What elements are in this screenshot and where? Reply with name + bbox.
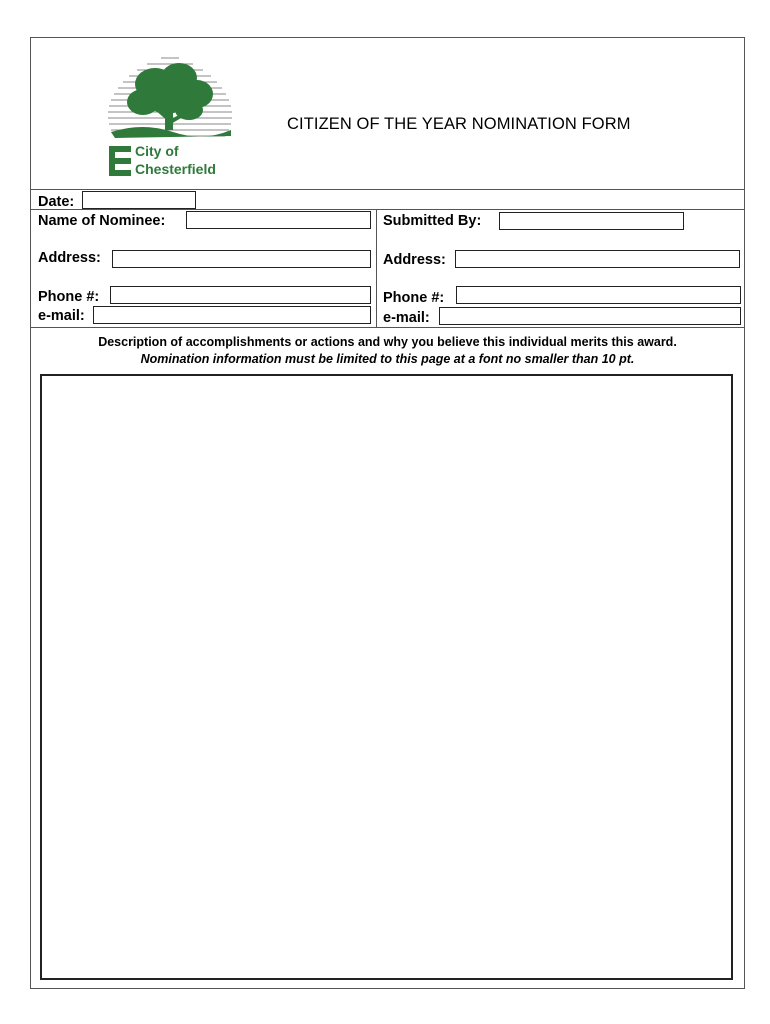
submitter-phone-label: Phone #: — [383, 290, 445, 306]
nominee-address-label: Address: — [38, 250, 101, 266]
column-divider — [376, 209, 377, 327]
nominee-email-field[interactable] — [93, 306, 371, 324]
description-limit-note: Nomination information must be limited to this page at a font no smaller than 10 pt. — [140, 352, 635, 366]
logo-line-2: Chesterfield — [135, 161, 216, 177]
nominee-name-label: Name of Nominee: — [38, 213, 166, 229]
submitter-name-field[interactable] — [499, 212, 684, 230]
nominee-address-field[interactable] — [112, 250, 371, 268]
description-instruction: Description of accomplishments or actions and why you believe this individual merits this award. — [98, 335, 677, 349]
description-textarea[interactable] — [40, 374, 733, 980]
submitter-name-label: Submitted By: — [383, 213, 482, 229]
city-logo — [103, 52, 235, 182]
nominee-phone-field[interactable] — [110, 286, 371, 304]
submitter-address-label: Address: — [383, 252, 446, 268]
submitter-email-label: e-mail: — [383, 310, 430, 326]
nomination-form — [30, 37, 745, 989]
logo-line-1: City of — [135, 143, 179, 159]
date-label: Date: — [38, 194, 75, 210]
date-field[interactable] — [82, 191, 196, 209]
form-header — [31, 38, 744, 190]
submitter-address-field[interactable] — [455, 250, 740, 268]
submitter-phone-field[interactable] — [456, 286, 741, 304]
form-title: CITIZEN OF THE YEAR NOMINATION FORM — [287, 115, 631, 133]
nominee-name-field[interactable] — [186, 211, 371, 229]
divider-contact — [31, 327, 744, 328]
divider-date — [31, 209, 744, 210]
submitter-email-field[interactable] — [439, 307, 741, 325]
nominee-phone-label: Phone #: — [38, 289, 100, 305]
nominee-email-label: e-mail: — [38, 308, 85, 324]
